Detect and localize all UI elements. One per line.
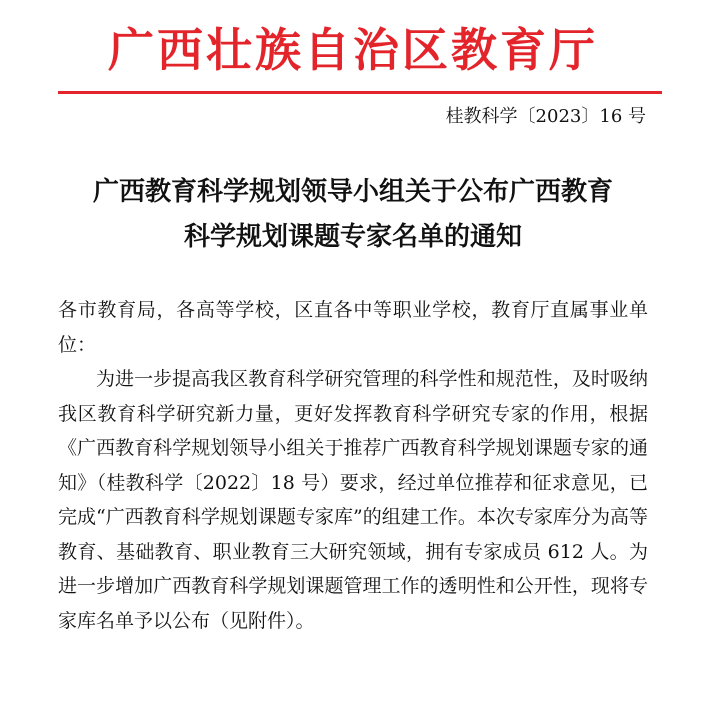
document-number: 桂教科学〔2023〕16 号 xyxy=(445,106,646,127)
body-paragraph: 为进一步提高我区教育科学研究管理的科学性和规范性，及时吸纳我区教育科学研究新力量，更好发挥教育科学研究专家的作用，根据《广西教育科学规划领导小组关于推荐广西教育科学规划课题专家的通知》（桂教科学〔2022〕18 号）要求，经过单位推荐和征求意见，已完成“广西教育科学规划课题专家库”的组建工作。本次专家库分为高等教育、基础教育、职业教育三大研究领域，拥有专家成员 612 人。为进一步增加广西教育科学规划课题管理工作的透明性和公开性，现将专家库名单予以公布（见附件）。 xyxy=(58,368,648,632)
document-title-line-1: 广西教育科学规划领导小组关于公布广西教育 xyxy=(92,177,613,207)
document-body xyxy=(58,293,648,638)
red-divider-line xyxy=(58,91,662,94)
issuing-organization-header: 广西壮族自治区教育厅 xyxy=(108,23,598,77)
document-title-line-2: 科学规划课题专家名单的通知 xyxy=(183,222,522,252)
document-title xyxy=(40,170,666,260)
salutation: 各市教育局，各高等学校，区直各中等职业学校，教育厅直属事业单位： xyxy=(58,299,648,356)
